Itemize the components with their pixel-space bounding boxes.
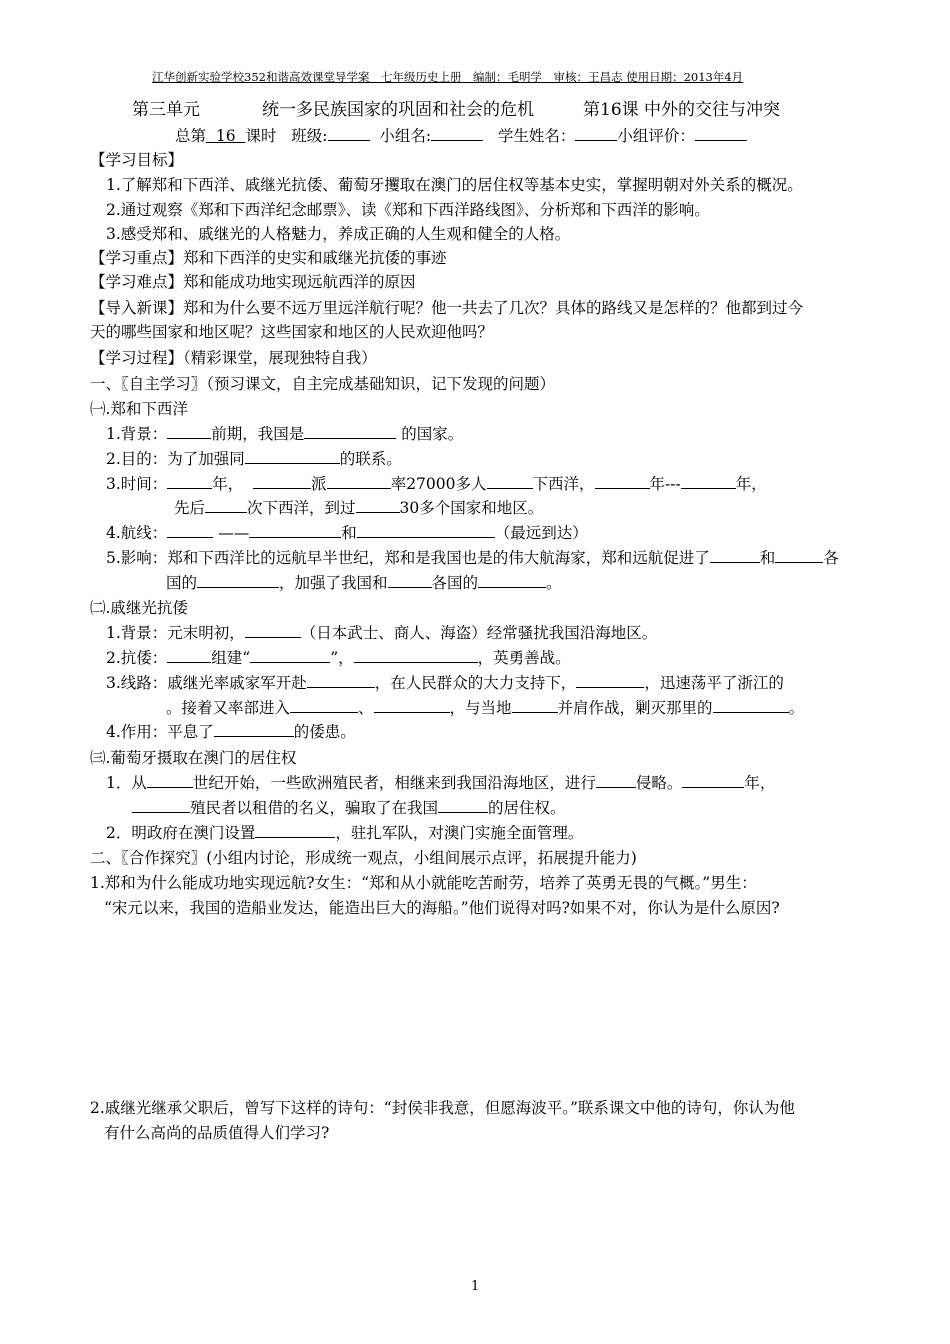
process-heading: 【学习过程】（精彩课堂，展现独特自我）	[90, 349, 377, 367]
zhenghe-route: 4.航线： —— 和 （最远到达）	[106, 524, 588, 542]
group-label: 小组名:	[379, 127, 432, 145]
fill-blank[interactable]	[205, 498, 247, 513]
unit-label: 第三单元	[132, 100, 200, 120]
question-1-line: “宋元以来，我国的造船业发达，能造出巨大的海船。”他们说得对吗?如果不对，你认为是什么原因?	[104, 899, 780, 917]
fill-blank[interactable]	[304, 424, 396, 439]
fill-blank[interactable]	[576, 673, 644, 688]
question-2-line: 2.戚继光继承父职后，曾写下这样的诗句：“封侯非我意，但愿海波平。”联系课文中他的诗句，你认为他	[90, 1099, 795, 1117]
fill-blank[interactable]	[512, 698, 558, 713]
fill-blank[interactable]	[167, 648, 211, 663]
objective-item: 2.通过观察《郑和下西洋纪念邮票》、读《郑和下西洋路线图》、分析郑和下西洋的影响。	[106, 201, 710, 219]
fill-blank[interactable]	[478, 573, 546, 588]
document-header: 江华创新实验学校352和谐高效课堂导学案 七年级历史上册 编制：毛明学 审核：王昌志 使用日期：2013年4月	[152, 70, 744, 84]
qijiguang-effect: 4.作用：平息了 的倭患。	[106, 723, 356, 741]
part-one-heading: 一、〖自主学习〗（预习课文，自主完成基础知识，记下发现的问题）	[90, 375, 556, 393]
qijiguang-fight: 2.抗倭： 组建“ ”， ，英勇善战。	[106, 649, 571, 667]
fill-blank[interactable]	[250, 648, 330, 663]
fill-blank[interactable]	[307, 673, 375, 688]
fill-blank[interactable]	[167, 424, 211, 439]
fill-blank[interactable]	[487, 474, 533, 489]
eval-blank[interactable]	[695, 126, 747, 141]
key-point: 【学习重点】郑和下西洋的史实和戚继光抗倭的事迹	[90, 249, 447, 267]
qijiguang-route-cont: 。接着又率部进入 、 ，与当地 并肩作战，剿灭那里的 。	[166, 699, 805, 717]
fill-blank[interactable]	[710, 548, 760, 563]
difficult-point: 【学习难点】郑和能成功地实现远航西洋的原因	[90, 273, 416, 291]
student-blank[interactable]	[575, 126, 617, 141]
page-number: 1	[471, 1279, 480, 1294]
fill-blank[interactable]	[388, 573, 432, 588]
fill-blank[interactable]	[167, 474, 212, 489]
fill-blank[interactable]	[682, 773, 744, 788]
fill-blank[interactable]	[775, 548, 823, 563]
fill-blank[interactable]	[595, 474, 650, 489]
total-prefix: 总第	[175, 127, 207, 145]
group-blank[interactable]	[431, 126, 483, 141]
fill-blank[interactable]	[245, 449, 340, 464]
question-2-line: 有什么高尚的品质值得人们学习?	[104, 1124, 330, 1142]
section-zhenghe-title: ㈠.郑和下西洋	[90, 400, 188, 418]
macau-line-3: 2．明政府在澳门设置 ，驻扎军队，对澳门实施全面管理。	[106, 824, 584, 842]
fill-blank[interactable]	[713, 698, 789, 713]
info-line	[175, 126, 747, 146]
qijiguang-background: 1.背景：元末明初， （日本武士、商人、海盗）经常骚扰我国沿海地区。	[106, 624, 658, 642]
zhenghe-voyages: 先后 次下西洋，到过 30多个国家和地区。	[174, 499, 544, 517]
fill-blank[interactable]	[255, 823, 335, 838]
qijiguang-route: 3.线路：戚继光率戚家军开赴 ，在人民群众的大力支持下， ，迅速荡平了浙江的	[106, 674, 784, 692]
fill-blank[interactable]	[214, 722, 294, 737]
fill-blank[interactable]	[249, 523, 341, 538]
total-lesson-number: 16	[215, 127, 236, 145]
zhenghe-purpose: 2.目的：为了加强同 的联系。	[106, 450, 402, 468]
objectives-heading: 【学习目标】	[90, 151, 184, 169]
fill-blank[interactable]	[327, 474, 391, 489]
unit-theme: 统一多民族国家的巩固和社会的危机	[262, 100, 534, 120]
macau-line-2: 殖民者以租借的名义，骗取了在我国 的居住权。	[132, 798, 566, 818]
fill-blank[interactable]	[290, 698, 358, 713]
fill-blank[interactable]	[681, 474, 736, 489]
zhenghe-time: 3.时间： 年， 派 率27000多人 下西洋， 年--- 年，	[106, 475, 767, 493]
zhenghe-background: 1.背景： 前期，我国是 的国家。	[106, 425, 464, 443]
fill-blank[interactable]	[245, 623, 301, 638]
fill-blank[interactable]	[596, 773, 636, 788]
eval-label: 小组评价：	[617, 127, 695, 145]
fill-blank[interactable]	[147, 773, 193, 788]
question-1-line: 1.郑和为什么能成功地实现远航?女生：“郑和从小就能吃苦耐劳，培养了英勇无畏的气概。”男生：	[90, 874, 757, 892]
fill-blank[interactable]	[132, 798, 190, 813]
class-label: 班级:	[291, 127, 328, 145]
fill-blank[interactable]	[354, 648, 478, 663]
fill-blank[interactable]	[197, 573, 279, 588]
class-blank[interactable]	[328, 126, 370, 141]
lesson-title: 第16课 中外的交往与冲突	[583, 100, 781, 120]
section-macau-title: ㈢.葡萄牙摄取在澳门的居住权	[90, 749, 297, 767]
section-qijiguang-title: ㈡.戚继光抗倭	[90, 599, 188, 617]
part-two-heading: 二、〖合作探究〗(小组内讨论，形成统一观点，小组间展示点评，拓展提升能力)	[90, 849, 637, 867]
intro-line: 天的哪些国家和地区呢？这些国家和地区的人民欢迎他吗？	[90, 323, 494, 341]
intro-line: 【导入新课】郑和为什么要不远万里远洋航行呢？他一共去了几次？具体的路线又是怎样的？他都到过今	[90, 299, 804, 317]
zhenghe-impact: 5.影响：郑和下西洋比的远航早半世纪，郑和是我国也是的伟大航海家，郑和远航促进了 和 各	[106, 549, 839, 567]
total-suffix: 课时	[245, 127, 277, 145]
fill-blank[interactable]	[374, 698, 450, 713]
fill-blank[interactable]	[357, 523, 495, 538]
student-label: 学生姓名：	[497, 127, 576, 145]
objective-item: 3.感受郑和、戚继光的人格魅力，养成正确的人生观和健全的人格。	[106, 225, 571, 243]
fill-blank[interactable]	[253, 474, 311, 489]
macau-line-1: 1．从 世纪开始，一些欧洲殖民者，相继来到我国沿海地区，进行 侵略。 年，	[106, 774, 776, 792]
fill-blank[interactable]	[438, 798, 488, 813]
fill-blank[interactable]	[167, 523, 213, 538]
objective-item: 1.了解郑和下西洋、戚继光抗倭、葡萄牙攫取在澳门的居住权等基本史实，掌握明朝对外关系的概况。	[106, 176, 803, 194]
fill-blank[interactable]	[356, 498, 400, 513]
zhenghe-impact-cont: 国的 ，加强了我国和 各国的 。	[166, 574, 562, 592]
